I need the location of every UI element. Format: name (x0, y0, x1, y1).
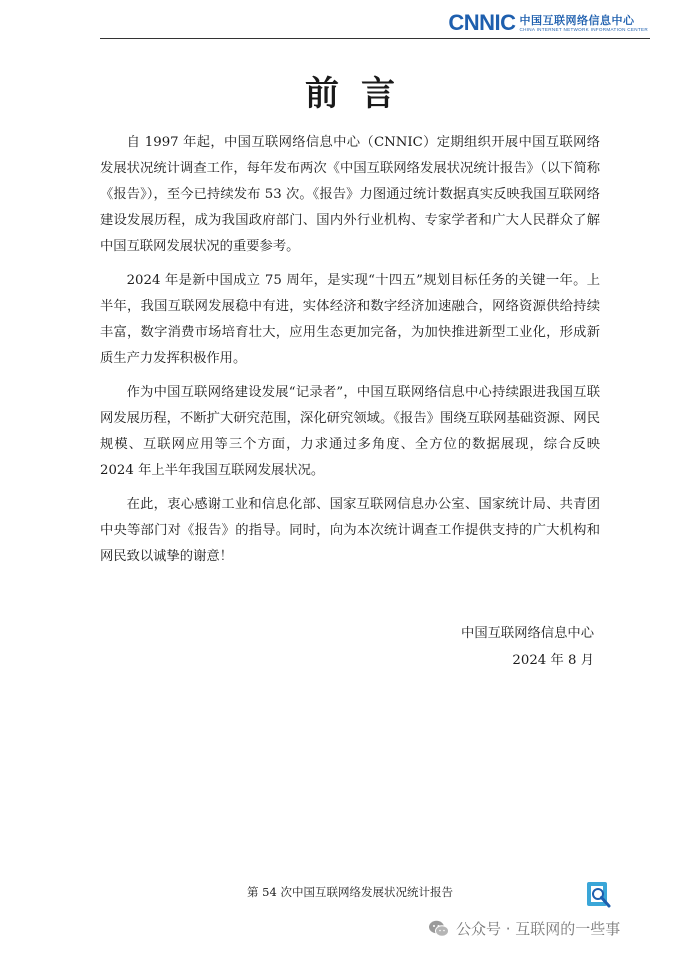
paragraph-4: 在此，衷心感谢工业和信息化部、国家互联网信息办公室、国家统计局、共青团中央等部门对《报告》的指导。同时，向为本次统计调查工作提供支持的广大机构和网民致以诚挚的谢意！ (100, 497, 600, 564)
signature-org: 中国互联网络信息中心 (461, 626, 594, 641)
page-header (0, 0, 700, 40)
page-title: 前言 (305, 74, 417, 114)
logo-text (519, 14, 648, 33)
paragraph-2: 2024 年是新中国成立 75 周年，是实现“十四五”规划目标任务的关键一年。上半年，我国互联网发展稳中有进，实体经济和数字经济加速融合，网络资源供给持续丰富，数字消费市场培育壮大，应用生态更加完备，为加快推进新型工业化，形成新质生产力发挥积极作用。 (100, 273, 600, 366)
logo-chinese-name: 中国互联网络信息中心 (519, 13, 635, 27)
paragraph-1: 自 1997 年起，中国互联网络信息中心（CNNIC）定期组织开展中国互联网络发展状况统计调查工作，每年发布两次《中国互联网络发展状况统计报告》（以下简称《报告》），至今已持续发布 53 次。《报告》力图通过统计数据真实反映我国互联网络建设发展历程，成为我国政府部门、国内外行业机构、专家学者和广大人民群众了解中国互联网发展状况的重要参考。 (100, 135, 600, 254)
cnnic-logo (448, 12, 648, 34)
wechat-watermark-text: 公众号 · 互联网的一些事 (456, 920, 621, 938)
header-divider (100, 38, 650, 39)
footer-report-name: 第 54 次中国互联网络发展状况统计报告 (247, 885, 453, 899)
paragraph-3: 作为中国互联网络建设发展“记录者”，中国互联网络信息中心持续跟进我国互联网发展历程，不断扩大研究范围，深化研究领域。《报告》围绕互联网基础资源、网民规模、互联网应用等三个方面，力求通过多角度、全方位的数据展现，综合反映 2024 年上半年我国互联网发展状况。 (100, 385, 600, 478)
signature-date: 2024 年 8 月 (512, 653, 594, 668)
signature-block (461, 620, 594, 674)
wechat-watermark (428, 918, 620, 939)
preface-body (100, 130, 600, 578)
logo-english-name: CHINA INTERNET NETWORK INFORMATION CENTER (519, 26, 648, 32)
wechat-icon (428, 919, 450, 939)
report-search-icon (585, 880, 613, 910)
logo-mark: CNNIC (448, 10, 516, 35)
